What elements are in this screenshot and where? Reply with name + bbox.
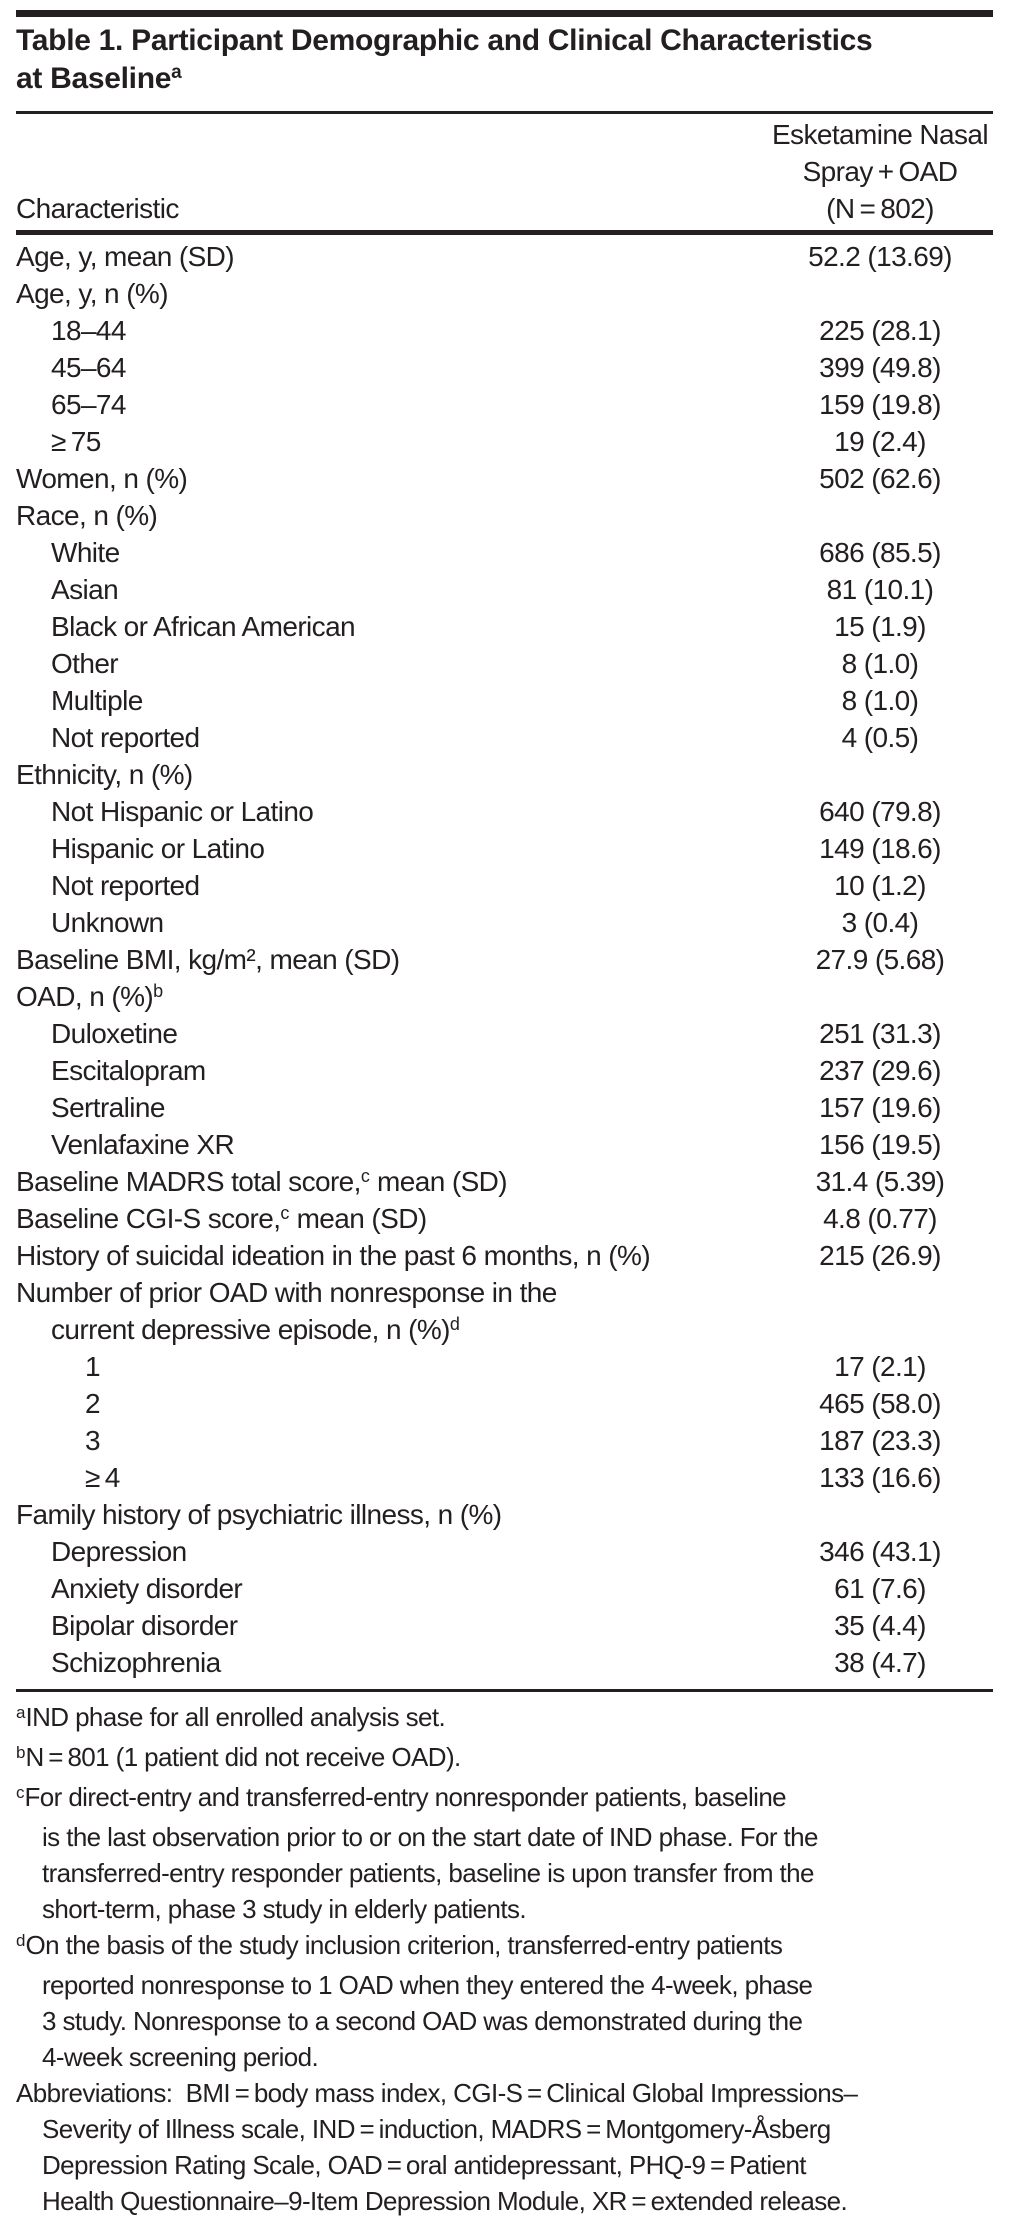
table-row <box>16 1052 993 1089</box>
column-header-treatment-group <box>767 116 993 227</box>
row-label: Sertraline <box>51 1092 165 1123</box>
row-label: Duloxetine <box>51 1018 178 1049</box>
superscript-marker-d: d <box>449 1314 460 1334</box>
row-value: 27.9 (5.68) <box>815 944 945 975</box>
row-value: 187 (23.3) <box>819 1425 941 1456</box>
row-value: 502 (62.6) <box>819 463 941 494</box>
superscript-marker-a: a <box>171 62 182 83</box>
table-row <box>16 534 993 571</box>
table-row <box>16 1311 993 1348</box>
table-title-line2 <box>16 60 993 102</box>
table-row <box>16 460 993 497</box>
table-column-headers <box>16 114 993 227</box>
table-row <box>16 1163 993 1200</box>
treatment-header-line3: (N = 802) <box>826 193 934 224</box>
row-label: Not Hispanic or Latino <box>51 796 314 827</box>
footnote-c <box>16 1779 993 1927</box>
row-label: 3 <box>85 1425 100 1456</box>
table-row <box>16 719 993 756</box>
table-row <box>16 497 993 534</box>
treatment-header-line2: Spray + OAD <box>802 156 958 187</box>
row-label: Anxiety disorder <box>51 1573 243 1604</box>
row-value: 81 (10.1) <box>826 574 934 605</box>
row-label: Baseline CGI-S score,$^c$ mean (SD) <box>16 1203 427 1234</box>
table-row <box>16 793 993 830</box>
row-label: Bipolar disorder <box>51 1610 238 1641</box>
table-title-line2-text: at Baseline <box>16 62 172 95</box>
row-label: White <box>51 537 120 568</box>
table-row <box>16 1570 993 1607</box>
table-row <box>16 1274 993 1311</box>
row-value: 61 (7.6) <box>834 1573 926 1604</box>
row-value: 399 (49.8) <box>819 352 941 383</box>
top-rule <box>16 10 993 17</box>
table-title-line1: Table 1. Participant Demographic and Clinical Characteristics <box>16 24 873 57</box>
row-value: 10 (1.2) <box>834 870 926 901</box>
table-row <box>16 941 993 978</box>
footnote-abbreviations <box>16 2075 993 2219</box>
table-row <box>16 1422 993 1459</box>
row-label: 1 <box>85 1351 100 1382</box>
footnote-line: Depression Rating Scale, OAD = oral antidepressant, PHQ-9 = Patient <box>42 2150 806 2180</box>
table-row <box>16 349 993 386</box>
row-value: 4 (0.5) <box>841 722 919 753</box>
row-value: 346 (43.1) <box>819 1536 941 1567</box>
table-row <box>16 978 993 1015</box>
row-label: Ethnicity, n (%) <box>16 759 193 790</box>
row-label: Other <box>51 648 119 679</box>
row-value: 31.4 (5.39) <box>815 1166 945 1197</box>
row-label: Multiple <box>51 685 143 716</box>
footnote-line: short-term, phase 3 study in elderly patients. <box>42 1894 526 1924</box>
table-row <box>16 312 993 349</box>
table-row <box>16 830 993 867</box>
footnotes <box>16 1692 993 2219</box>
superscript-marker-c: c <box>16 1783 25 1802</box>
row-label: Not reported <box>51 870 200 901</box>
footnote-line: Severity of Illness scale, IND = induction, MADRS = Montgomery-Åsberg <box>42 2114 831 2144</box>
row-value: 35 (4.4) <box>834 1610 926 1641</box>
footnote-line: is the last observation prior to or on the start date of IND phase. For the <box>42 1822 818 1852</box>
table-row <box>16 1126 993 1163</box>
row-value: 215 (26.9) <box>819 1240 941 1271</box>
footnote-line: $^a$IND phase for all enrolled analysis set. <box>16 1702 446 1732</box>
row-value: 465 (58.0) <box>819 1388 941 1419</box>
footnote-line: $^c$For direct-entry and transferred-entry nonresponder patients, baseline <box>16 1782 787 1812</box>
row-label: Baseline BMI, kg/m², mean (SD) <box>16 944 400 975</box>
row-label: Number of prior OAD with nonresponse in the <box>16 1277 557 1308</box>
footnote-d <box>16 1927 993 2075</box>
row-value: 149 (18.6) <box>819 833 941 864</box>
row-value: 686 (85.5) <box>819 537 941 568</box>
row-label: ≥ 75 <box>51 426 101 457</box>
table-row <box>16 682 993 719</box>
footnote-line: 3 study. Nonresponse to a second OAD was demonstrated during the <box>42 2006 803 2036</box>
footnote-line: reported nonresponse to 1 OAD when they entered the 4-week, phase <box>42 1970 813 2000</box>
superscript-marker-d: d <box>16 1931 26 1950</box>
superscript-marker-b: b <box>16 1743 26 1762</box>
table-row <box>16 867 993 904</box>
row-value: 237 (29.6) <box>819 1055 941 1086</box>
row-label: Venlafaxine XR <box>51 1129 235 1160</box>
column-header-characteristic: Characteristic <box>16 193 179 224</box>
row-label: Baseline MADRS total score,$^c$ mean (SD) <box>16 1166 507 1197</box>
table-row <box>16 1015 993 1052</box>
footnote-line: $^b$N = 801 (1 patient did not receive OAD). <box>16 1742 461 1772</box>
footnote-line: Health Questionnaire–9-Item Depression Module, XR = extended release. <box>42 2186 848 2216</box>
table-row <box>16 1200 993 1237</box>
table-row <box>16 275 993 312</box>
row-label: OAD, n (%)$^b$ <box>16 981 164 1012</box>
row-value: 17 (2.1) <box>834 1351 926 1382</box>
superscript-marker-a: a <box>16 1703 26 1722</box>
row-label: 65–74 <box>51 389 126 420</box>
table-row <box>16 1459 993 1496</box>
footnote-b <box>16 1739 993 1779</box>
row-value: 15 (1.9) <box>834 611 926 642</box>
row-label: Asian <box>51 574 119 605</box>
row-label: Depression <box>51 1536 187 1567</box>
row-label: Black or African American <box>51 611 356 642</box>
table-row <box>16 904 993 941</box>
row-value: 3 (0.4) <box>841 907 919 938</box>
table-row <box>16 1385 993 1422</box>
table-row <box>16 1533 993 1570</box>
row-value: 640 (79.8) <box>819 796 941 827</box>
row-value: 4.8 (0.77) <box>823 1203 937 1234</box>
row-label: Not reported <box>51 722 200 753</box>
table-row <box>16 571 993 608</box>
table-row <box>16 608 993 645</box>
table-row <box>16 1348 993 1385</box>
row-label: Race, n (%) <box>16 500 158 531</box>
table-row <box>16 1089 993 1126</box>
row-value: 157 (19.6) <box>819 1092 941 1123</box>
row-label: current depressive episode, n (%)$^d$ <box>51 1314 460 1345</box>
row-value: 133 (16.6) <box>819 1462 941 1493</box>
row-label: Age, y, n (%) <box>16 278 168 309</box>
row-label: History of suicidal ideation in the past 6 months, n (%) <box>16 1240 651 1271</box>
footnote-a <box>16 1699 993 1739</box>
footnote-line: 4-week screening period. <box>42 2042 319 2072</box>
table-title <box>16 22 993 102</box>
row-label: Family history of psychiatric illness, n (%) <box>16 1499 502 1530</box>
row-label: Escitalopram <box>51 1055 206 1086</box>
footnote-line: Abbreviations: BMI = body mass index, CGI-S = Clinical Global Impressions– <box>16 2078 858 2108</box>
superscript-marker-b: b <box>153 981 164 1001</box>
row-value: 52.2 (13.69) <box>808 241 952 272</box>
row-value: 251 (31.3) <box>819 1018 941 1049</box>
table-row <box>16 1237 993 1274</box>
table-row <box>16 386 993 423</box>
row-value: 159 (19.8) <box>819 389 941 420</box>
table-row <box>16 423 993 460</box>
row-label: Hispanic or Latino <box>51 833 265 864</box>
footnote-line: transferred-entry responder patients, baseline is upon transfer from the <box>42 1858 814 1888</box>
row-label: Unknown <box>51 907 164 938</box>
table-row <box>16 1496 993 1533</box>
treatment-header-line1: Esketamine Nasal <box>771 119 989 150</box>
row-value: 8 (1.0) <box>841 648 919 679</box>
row-value: 156 (19.5) <box>819 1129 941 1160</box>
table-row <box>16 756 993 793</box>
table-row <box>16 238 993 275</box>
row-label: Age, y, mean (SD) <box>16 241 235 272</box>
row-label: Women, n (%) <box>16 463 188 494</box>
footnote-line: $^d$On the basis of the study inclusion criterion, transferred-entry patients <box>16 1930 783 1960</box>
superscript-marker-c: c <box>360 1166 370 1186</box>
superscript-marker-c: c <box>280 1203 290 1223</box>
table-row <box>16 1644 993 1681</box>
row-label: 45–64 <box>51 352 126 383</box>
row-label: 2 <box>85 1388 100 1419</box>
row-value: 19 (2.4) <box>834 426 926 457</box>
table-body <box>16 235 993 1681</box>
row-value: 225 (28.1) <box>819 315 941 346</box>
table-row <box>16 1607 993 1644</box>
row-label: 18–44 <box>51 315 126 346</box>
table-row <box>16 645 993 682</box>
row-label: Schizophrenia <box>51 1647 221 1678</box>
row-label: ≥ 4 <box>85 1462 120 1493</box>
row-value: 38 (4.7) <box>834 1647 926 1678</box>
table-container <box>0 10 1009 2225</box>
row-value: 8 (1.0) <box>841 685 919 716</box>
